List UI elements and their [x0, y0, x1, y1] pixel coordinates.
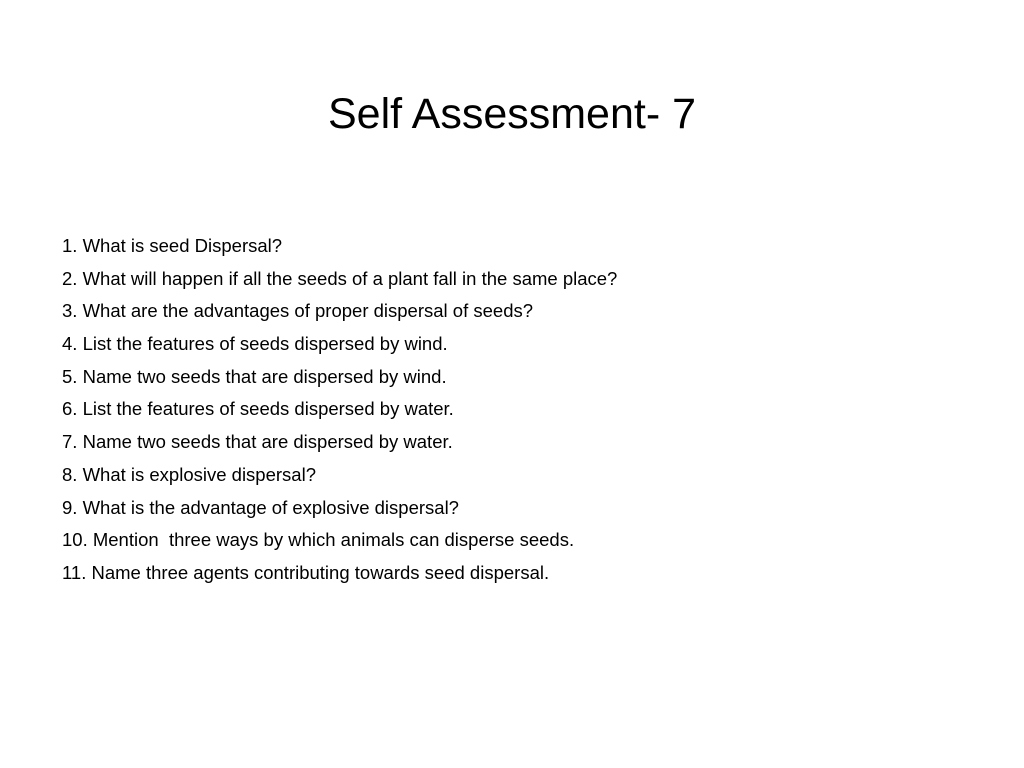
question-item — [62, 328, 962, 361]
question-text: What are the advantages of proper dispersal of seeds? — [77, 300, 534, 322]
question-number: 7. — [62, 431, 78, 453]
question-number: 6. — [62, 398, 78, 420]
question-text: What is explosive dispersal? — [77, 463, 316, 485]
question-number: 3. — [62, 300, 78, 322]
question-number: 10. — [62, 529, 88, 551]
question-text: What will happen if all the seeds of a plant fall in the same place? — [77, 267, 618, 289]
question-item — [62, 295, 962, 328]
question-item — [62, 459, 962, 492]
question-number: 8. — [62, 463, 78, 485]
question-text: What is the advantage of explosive dispersal? — [77, 496, 459, 518]
question-list — [62, 230, 962, 590]
question-number: 4. — [62, 333, 78, 355]
question-number: 2. — [62, 267, 78, 289]
question-number: 11. — [62, 561, 87, 583]
question-text: Name three agents contributing towards seed dispersal. — [86, 561, 550, 583]
slide-title: Self Assessment- 7 — [327, 90, 697, 138]
question-text: List the features of seeds dispersed by water. — [77, 398, 454, 420]
question-number: 1. — [62, 235, 78, 256]
question-item — [62, 557, 962, 590]
question-item — [62, 263, 962, 296]
question-item — [62, 230, 962, 263]
question-item — [62, 426, 962, 459]
question-text: List the features of seeds dispersed by wind. — [77, 333, 448, 355]
question-item — [62, 492, 962, 525]
question-text: Mention three ways by which animals can disperse seeds. — [87, 529, 575, 551]
question-number: 9. — [62, 496, 78, 518]
question-item — [62, 361, 962, 394]
question-item — [62, 393, 962, 426]
question-text: Name two seeds that are dispersed by wind. — [77, 365, 447, 387]
question-text: What is seed Dispersal? — [77, 235, 283, 256]
question-item — [62, 524, 962, 557]
question-number: 5. — [62, 365, 78, 387]
question-text: Name two seeds that are dispersed by water. — [77, 431, 453, 453]
